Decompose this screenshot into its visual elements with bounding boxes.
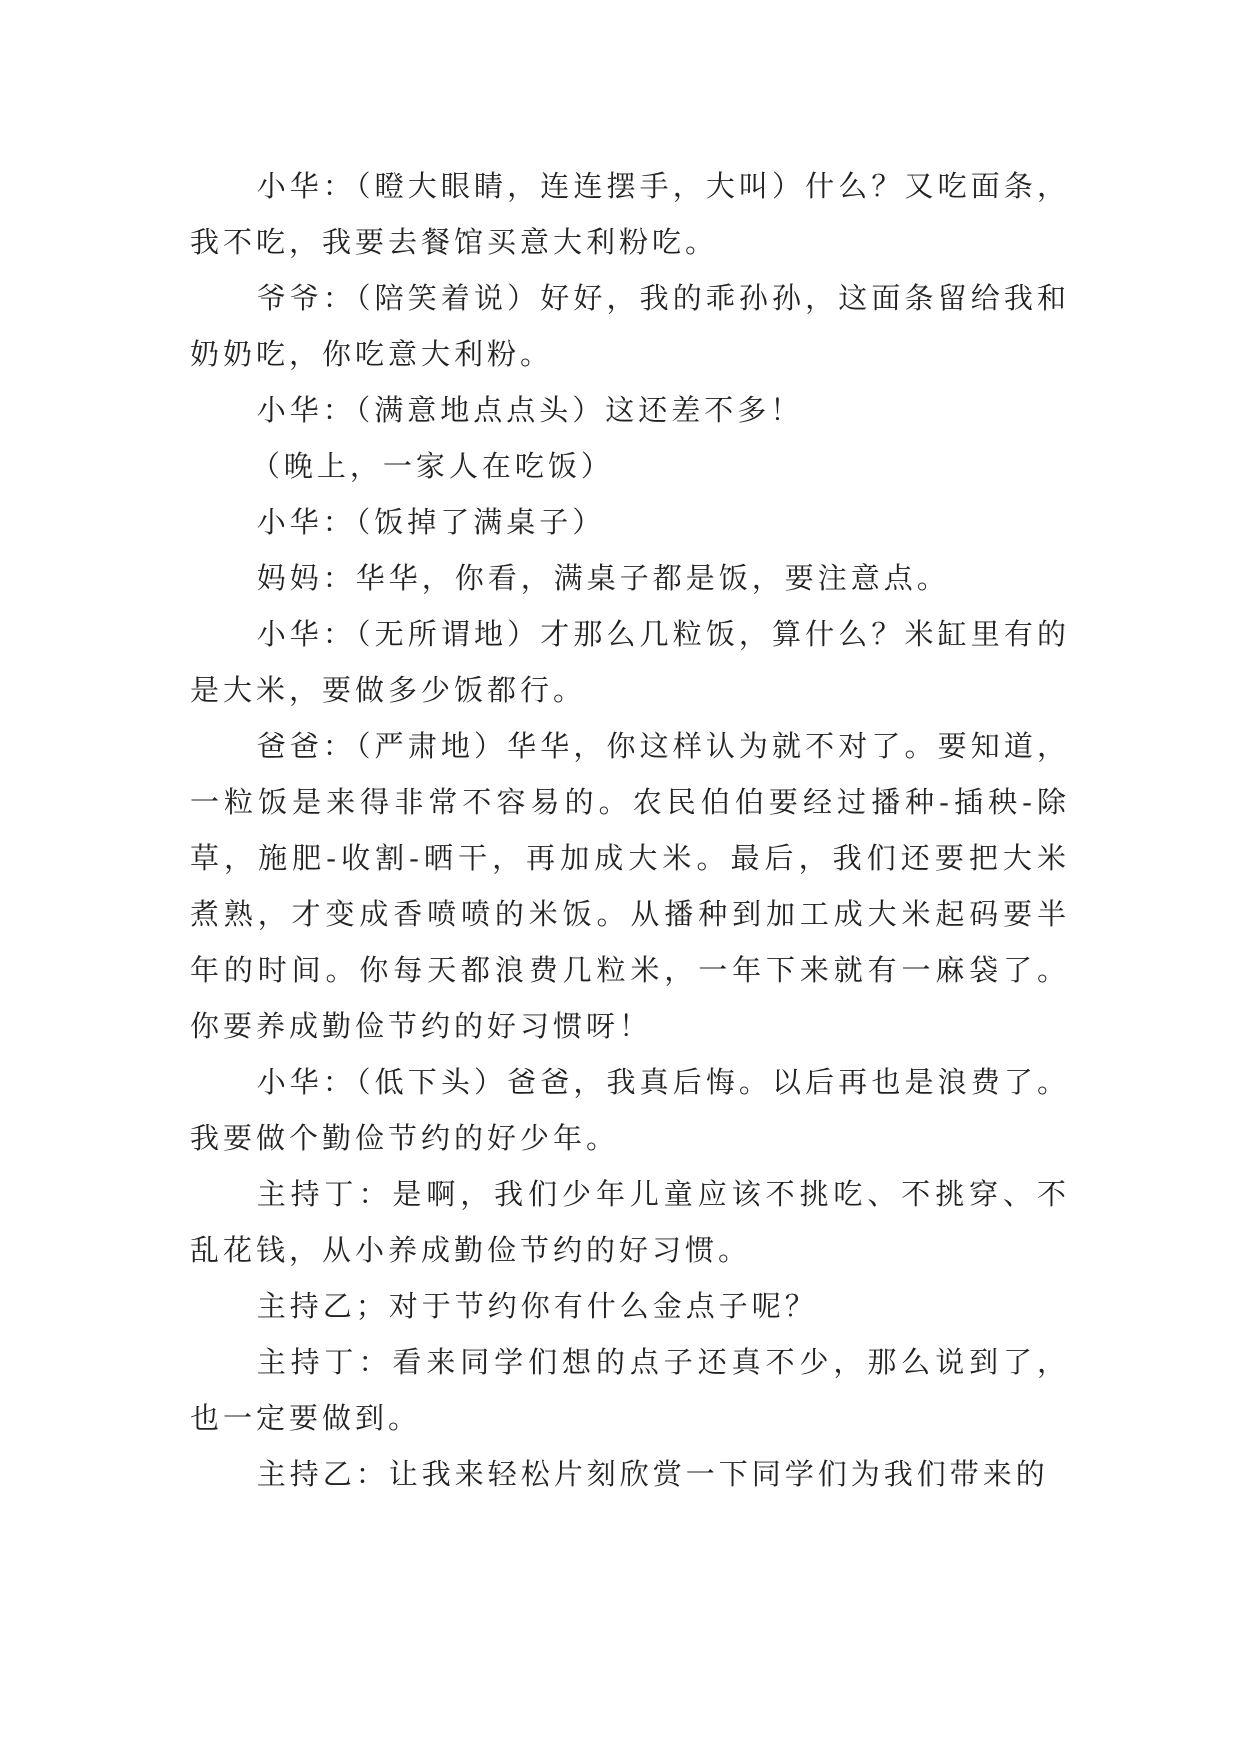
paragraph-xiaohua-spills-rice: 小华：（饭掉了满桌子） [256, 505, 606, 539]
paragraph-father-lecture: 爸爸：（严肃地）华华，你这样认为就不对了。要知道，一粒饭是来得非常不容易的。农民伯伯要经过播种-插秧-除草，施肥-收割-晒干，再加成大米。最后，我们还要把大米煮熟，才变成香喷喷的米饭。从播种到加工成大米起码要半年的时间。你每天都浪费几粒米，一年下来就有一麻袋了。你要养成勤俭节约的好习惯呀！ [190, 729, 1070, 1043]
paragraph-host-yi-2: 主持乙：让我来轻松片刻欣赏一下同学们为我们带来的 [256, 1457, 1049, 1491]
paragraph-xiaohua-noodles: 小华：（瞪大眼睛，连连摆手，大叫）什么？又吃面条，我不吃，我要去餐馆买意大利粉吃。 [190, 169, 1070, 259]
document-body [190, 158, 1070, 1502]
paragraph-host-ding-1: 主持丁：是啊，我们少年儿童应该不挑吃、不挑穿、不乱花钱，从小养成勤俭节约的好习惯。 [190, 1177, 1070, 1267]
paragraph-host-yi-1: 主持乙；对于节约你有什么金点子呢？ [256, 1289, 818, 1323]
paragraph-mother-warning: 妈妈：华华，你看，满桌子都是饭，要注意点。 [256, 561, 950, 595]
paragraph-grandpa-reply: 爷爷：（陪笑着说）好好，我的乖孙孙，这面条留给我和奶奶吃，你吃意大利粉。 [190, 281, 1070, 371]
paragraph-xiaohua-satisfied: 小华：（满意地点点头）这还差不多！ [256, 393, 804, 427]
paragraph-host-ding-2: 主持丁：看来同学们想的点子还真不少，那么说到了，也一定要做到。 [190, 1345, 1070, 1435]
paragraph-stage-direction: （晚上，一家人在吃饭） [250, 449, 614, 483]
paragraph-xiaohua-regret: 小华：（低下头）爸爸，我真后悔。以后再也是浪费了。我要做个勤俭节约的好少年。 [190, 1065, 1070, 1155]
paragraph-xiaohua-indifferent: 小华：（无所谓地）才那么几粒饭，算什么？米缸里有的是大米，要做多少饭都行。 [190, 617, 1070, 707]
